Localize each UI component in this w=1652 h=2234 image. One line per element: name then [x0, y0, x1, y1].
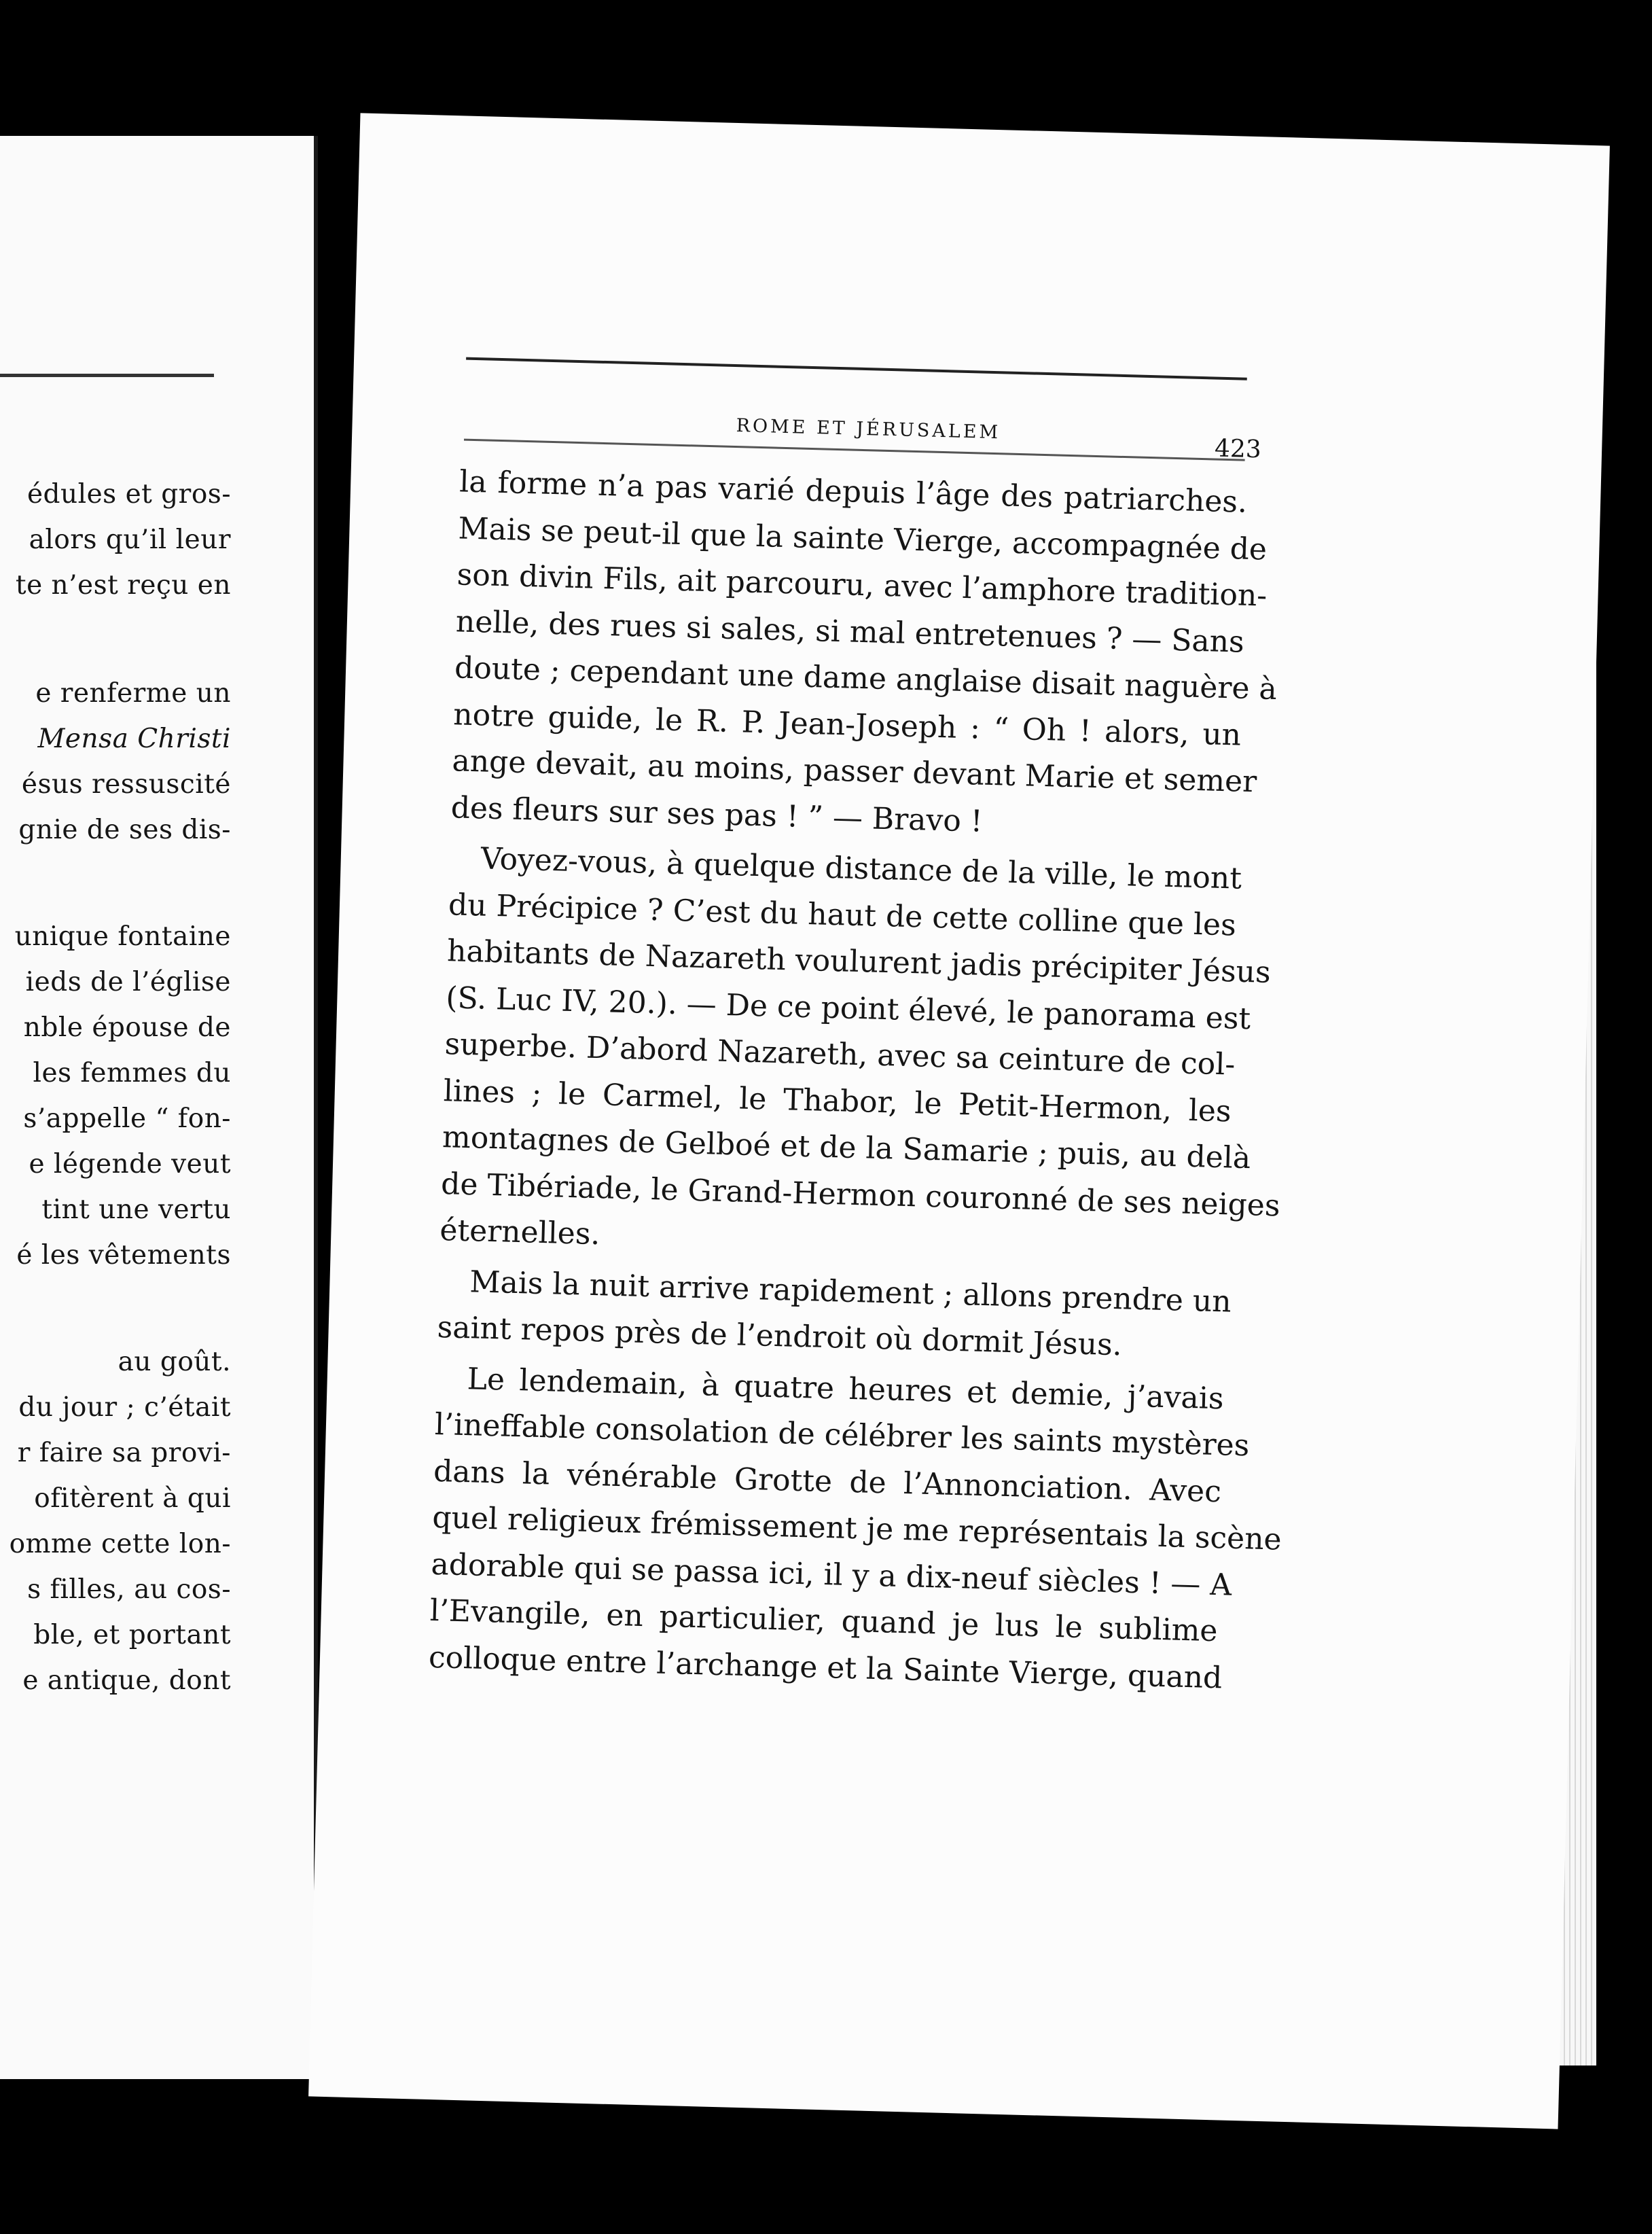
text-line: dans la vénérable Grotte de l’Annonciation. Avec — [433, 1453, 1222, 1509]
left-page-line: ieds de l’église — [25, 967, 231, 997]
running-head: ROME ET JÉRUSALEM — [736, 415, 1001, 444]
facing-page-left — [0, 136, 318, 2079]
left-page-line: tint une vertu — [41, 1194, 231, 1225]
text-line: (S. Luc IV, 20.). — De ce point élevé, le panorama est — [445, 980, 1251, 1036]
left-page-line: ble, et portant — [33, 1620, 231, 1650]
left-page-line: e renferme un — [35, 678, 231, 709]
page-number: 423 — [1214, 434, 1262, 464]
text-line: l’ineffable consolation de célébrer les saints mystères — [434, 1406, 1250, 1464]
text-line: l’Evangile, en particulier, quand je lus le sublime — [429, 1593, 1219, 1649]
text-line: nelle, des rues si sales, si mal entretenues ? — Sans — [455, 603, 1245, 660]
left-page-line: unique fontaine — [14, 921, 231, 952]
left-page-line: e antique, dont — [22, 1665, 231, 1696]
text-line: superbe. D’abord Nazareth, avec sa ceinture de col- — [444, 1027, 1236, 1082]
text-line: habitants de Nazareth voulurent jadis précipiter Jésus — [446, 934, 1272, 990]
header-rule-top — [466, 357, 1247, 380]
left-page-line: é les vêtements — [16, 1240, 231, 1271]
text-line: saint repos près de l’endroit où dormit Jésus. — [437, 1310, 1123, 1363]
left-page-line: Mensa Christi — [37, 724, 231, 754]
left-page-line: e légende veut — [29, 1149, 231, 1180]
left-page-line: alors qu’il leur — [29, 525, 231, 555]
left-page-line: omme cette lon- — [9, 1529, 231, 1559]
text-line: de Tibériade, le Grand-Hermon couronné de ses neiges — [440, 1166, 1281, 1223]
text-line: du Précipice ? C’est du haut de cette colline que les — [448, 887, 1237, 943]
text-line: quel religieux frémissement je me représentais la scène — [431, 1500, 1282, 1557]
text-line: la forme n’a pas varié depuis l’âge des patriarches. — [459, 464, 1248, 520]
text-line: ange devait, au moins, passer devant Marie et semer — [451, 743, 1257, 800]
left-page-line: r faire sa provi- — [17, 1438, 231, 1468]
body-text — [428, 459, 1282, 1701]
text-line: adorable qui se passa ici, il y a dix-neuf siècles ! — A — [431, 1546, 1232, 1603]
text-line: son divin Fils, ait parcouru, avec l’amphore tradition- — [456, 557, 1268, 614]
text-line: doute ; cependant une dame anglaise disait naguère à — [454, 650, 1278, 707]
left-page-line: s’appelle “ fon- — [23, 1103, 231, 1134]
text-line: notre guide, le R. P. Jean-Joseph : “ Oh ! alors, un — [452, 696, 1242, 753]
text-line: éternelles. — [439, 1213, 601, 1252]
header-rule-bottom — [464, 439, 1245, 461]
left-page-line: du jour ; c’était — [18, 1392, 231, 1423]
text-line: Mais la nuit arrive rapidement ; allons prendre un — [469, 1264, 1232, 1319]
paragraph — [439, 835, 1281, 1275]
text-line: des fleurs sur ses pas ! ” — Bravo ! — [450, 790, 984, 839]
paragraph — [428, 1355, 1282, 1701]
text-line: Le lendemain, à quatre heures et demie, j’avais — [467, 1361, 1225, 1416]
left-page-rule — [0, 374, 214, 377]
left-page-line: au goût. — [118, 1347, 231, 1377]
left-page-line: te n’est reçu en — [15, 570, 231, 601]
paragraph — [437, 1258, 1232, 1372]
page-423 — [308, 113, 1610, 2129]
left-page-line: s filles, au cos- — [27, 1574, 231, 1605]
left-page-line: les femmes du — [33, 1058, 231, 1088]
text-line: Mais se peut-il que la sainte Vierge, accompagnée de — [457, 510, 1268, 567]
left-page-line: gnie de ses dis- — [18, 815, 231, 845]
text-line: lines ; le Carmel, le Thabor, le Petit-Hermon, les — [443, 1073, 1232, 1129]
left-page-line: ofitèrent à qui — [34, 1483, 231, 1514]
left-page-line: ésus ressuscité — [21, 769, 231, 800]
paragraph — [450, 459, 1278, 851]
text-line: colloque entre l’archange et la Sainte Vierge, quand — [428, 1639, 1223, 1695]
text-line: Voyez-vous, à quelque distance de la ville, le mont — [480, 841, 1242, 896]
left-page-line: édules et gros- — [26, 479, 231, 510]
text-line: montagnes de Gelboé et de la Samarie ; puis, au delà — [442, 1120, 1251, 1176]
left-page-line: nble épouse de — [23, 1012, 231, 1043]
